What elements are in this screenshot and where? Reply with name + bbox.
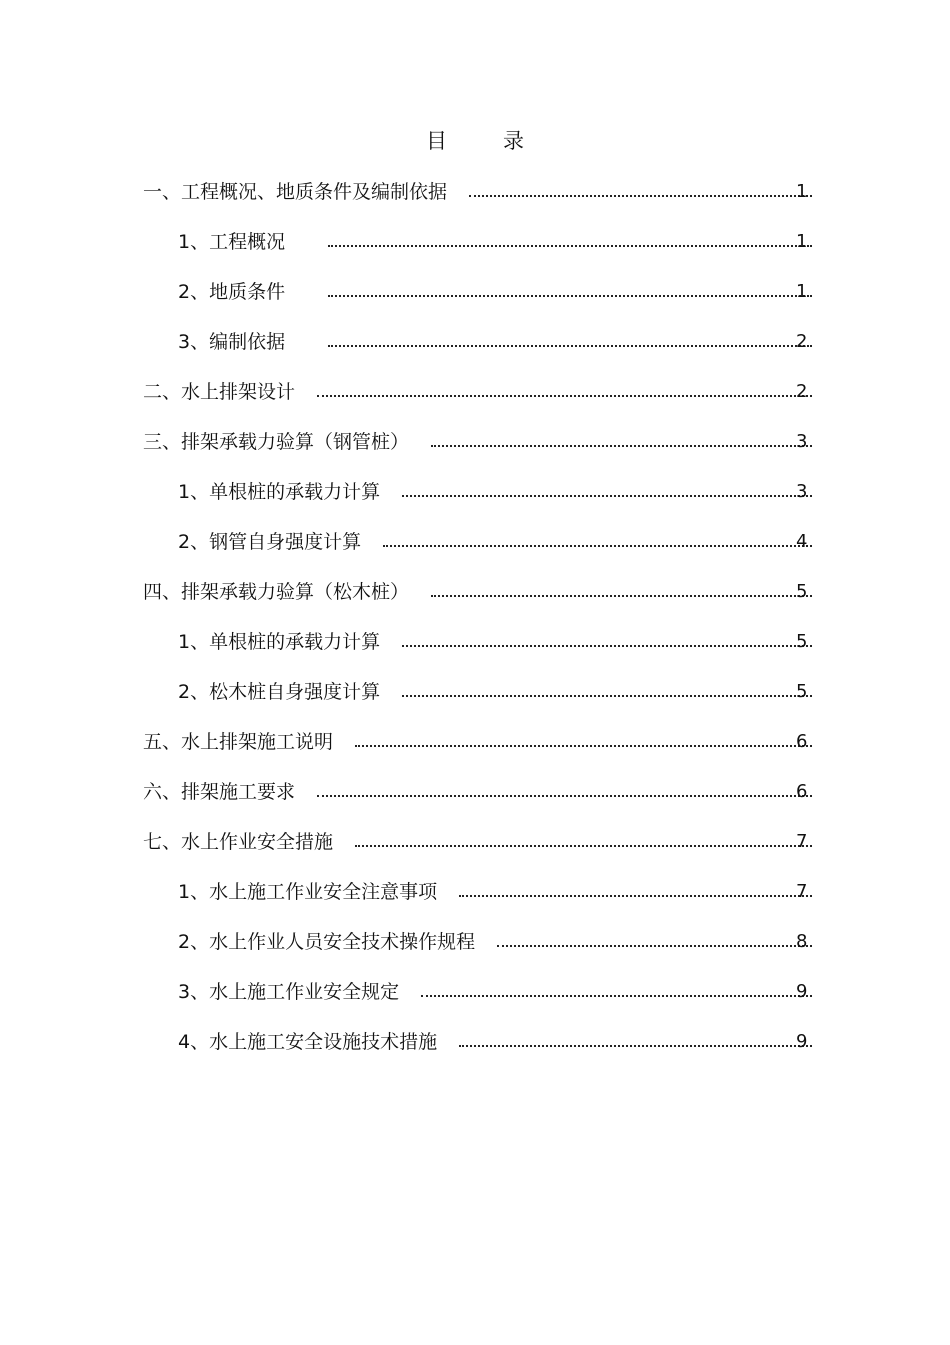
toc-entry-label: 1、水上施工作业安全注意事项 [178,881,438,903]
toc-leader-dots [402,645,812,647]
toc-entry-page-number: 1 [796,281,808,302]
toc-entry-page-number: 8 [796,931,808,952]
toc-entry-label: 七、水上作业安全措施 [143,831,334,853]
toc-entry-label: 3、编制依据 [178,331,286,353]
toc-entry[interactable] [143,428,812,456]
toc-leader-dots [497,945,812,947]
toc-leader-dots [328,295,812,297]
toc-entry[interactable] [178,878,812,906]
toc-entry-label: 六、排架施工要求 [143,781,296,803]
toc-leader-dots [421,995,812,997]
toc-entry-label: 2、松木桩自身强度计算 [178,681,381,703]
toc-entry[interactable] [143,778,812,806]
toc-entry-page-number: 5 [796,681,808,702]
toc-entry-label: 四、排架承载力验算（松木桩） [143,581,410,603]
toc-entry-label: 3、水上施工作业安全规定 [178,981,400,1003]
toc-entry-label: 2、地质条件 [178,281,286,303]
toc-leader-dots [317,795,812,797]
toc-entry[interactable] [178,228,812,256]
toc-leader-dots [402,495,812,497]
toc-entry-page-number: 3 [796,481,808,502]
toc-entry-label: 4、水上施工安全设施技术措施 [178,1031,438,1053]
toc-entry-page-number: 2 [796,331,808,352]
toc-entry-label: 1、单根桩的承载力计算 [178,631,381,653]
toc-leader-dots [355,745,812,747]
toc-entry[interactable] [143,378,812,406]
toc-entry-label: 二、水上排架设计 [143,381,296,403]
toc-leader-dots [328,245,812,247]
toc-entry-page-number: 2 [796,381,808,402]
toc-entry-label: 三、排架承载力验算（钢管桩） [143,431,410,453]
toc-title-right: 录 [503,129,524,153]
toc-entry[interactable] [178,928,812,956]
toc-leader-dots [459,895,812,897]
toc-entry[interactable] [178,1028,812,1056]
toc-entry-page-number: 5 [796,631,808,652]
toc-entry-page-number: 7 [796,881,808,902]
toc-entry[interactable] [178,528,812,556]
toc-entry[interactable] [178,628,812,656]
toc-leader-dots [328,345,812,347]
toc-entry-label: 2、钢管自身强度计算 [178,531,362,553]
toc-entry[interactable] [143,828,812,856]
toc-entry[interactable] [178,978,812,1006]
toc-entry[interactable] [178,478,812,506]
toc-entry[interactable] [143,578,812,606]
toc-entry-page-number: 5 [796,581,808,602]
toc-leader-dots [431,445,812,447]
toc-entry[interactable] [178,678,812,706]
toc-entry-label: 五、水上排架施工说明 [143,731,334,753]
toc-entry-label: 2、水上作业人员安全技术操作规程 [178,931,476,953]
toc-entry-page-number: 4 [796,531,808,552]
toc-entry-page-number: 9 [796,981,808,1002]
toc-entry-page-number: 7 [796,831,808,852]
toc-entry-page-number: 1 [796,231,808,252]
toc-leader-dots [402,695,812,697]
toc-leader-dots [383,545,812,547]
toc-entry-label: 一、工程概况、地质条件及编制依据 [143,181,448,203]
toc-entry[interactable] [178,328,812,356]
toc-entry-page-number: 9 [796,1031,808,1052]
toc-entry-label: 1、单根桩的承载力计算 [178,481,381,503]
toc-entry-page-number: 6 [796,731,808,752]
toc-entry-page-number: 3 [796,431,808,452]
toc-entry[interactable] [178,278,812,306]
toc-entry-page-number: 1 [796,181,808,202]
toc-entry-label: 1、工程概况 [178,231,286,253]
toc-leader-dots [431,595,812,597]
toc-entry[interactable] [143,178,812,206]
toc-leader-dots [355,845,812,847]
toc-leader-dots [317,395,812,397]
toc-leader-dots [459,1045,812,1047]
toc-entry-page-number: 6 [796,781,808,802]
toc-leader-dots [469,195,812,197]
toc-title-left: 目 [426,129,447,153]
toc-entry[interactable] [143,728,812,756]
